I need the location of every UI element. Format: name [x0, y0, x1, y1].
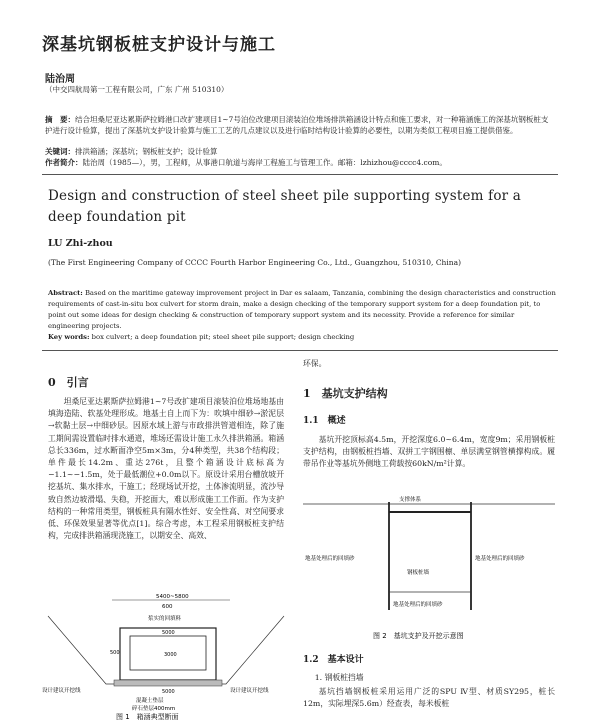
fig1-base-label: 混凝土垫层 [136, 698, 164, 704]
keywords-cn-text: 排洪箱涵；深基坑；钢板桩支护；设计验算 [75, 147, 218, 156]
fig1-trench-outline [48, 616, 284, 684]
fig1-base-slab [114, 680, 222, 686]
paper-title-en: Design and construction of steel sheet pile supporting system for a deep foundation pit [48, 188, 522, 225]
abstract-en-text: Based on the maritime gateway improvement project in Dar es salaam, Tanzania, combining the design characteristics and construction requirements of cast-in-situ box culvert for storm drain, make a design checking of the temporary support system for a deep foundation pit, to point out some ideas for design checking & construction of temporary support system and its necessity. Provide a reference for similar engineering projects. [48, 289, 556, 330]
divider-top [42, 174, 558, 175]
fig2-right-soil: 地基处理后的回填砂 [475, 556, 525, 562]
section-1-2-heading: 1.2 基本设计 [303, 655, 364, 665]
abstract-cn-text: 结合坦桑尼亚达累斯萨拉姆港口改扩建项目1~7号泊位改建项目滚装泊位堆场排洪箱涵设计特点和施工要求，对一种箱涵施工的深基坑钢板桩支护进行设计验算，提出了深基坑支护设计验算与施工工艺的几点建议以及进行临时结构设计验算的必要性，以期为类似工程项目施工提供借鉴。 [45, 115, 549, 135]
keywords-cn [45, 146, 218, 157]
fig1-left-pit-label: 设计建议开挖线 [42, 688, 81, 694]
section-1-2-item: 1. 钢板桩挡墙 [314, 673, 364, 682]
fig2-left-soil: 地基处理后的回填砂 [305, 556, 355, 562]
author-name-cn: 陆治周 [45, 74, 75, 85]
fig1-center-dim: 5000 [162, 630, 175, 636]
figure-1-box-culvert-section [40, 592, 292, 720]
section-1-heading: 1 基坑支护结构 [303, 387, 388, 400]
keywords-en-text: box culvert; a deep foundation pit; steel sheet pile support; design checking [91, 333, 355, 341]
author-info-text: 陆治周（1985—），男，工程师，从事港口航道与海岸工程施工与管理工作。邮箱：lzhizhou@cccc4.com。 [82, 158, 447, 167]
abstract-cn-label: 摘 要： [45, 115, 75, 124]
affiliation-en: (The First Engineering Company of CCCC Fourth Harbor Engineering Co., Ltd., Guangzhou, 510310, China) [48, 258, 462, 267]
paper-title-cn: 深基坑钢板桩支护设计与施工 [42, 35, 276, 55]
section-1-1-heading: 1.1 概述 [303, 416, 346, 426]
section-1-2-paragraph: 基坑挡墙钢板桩采用运用广泛的SPU Ⅳ型、材质SY295，桩长12m，实际埋深5.6m）经查表，每米板桩 [303, 687, 555, 709]
divider-bottom [42, 350, 558, 351]
keywords-cn-label: 关键词： [45, 147, 75, 156]
author-info-label: 作者简介： [45, 158, 83, 167]
fig1-dim-top: 5400~5800 [156, 594, 189, 600]
keywords-en-label: Key words: [48, 333, 90, 341]
author-info [45, 157, 447, 168]
fig2-crown-label: 支撑体系 [399, 497, 422, 503]
affiliation-cn: （中交四航局第一工程有限公司，广东 广州 510310） [45, 85, 229, 94]
figure-2-caption: 图 2 基坑支护及开挖示意图 [373, 632, 464, 640]
fig2-sheet-pile-label: 钢板桩墙 [407, 570, 430, 576]
fig1-inner-dim: 3000 [164, 652, 177, 658]
abstract-cn [45, 114, 555, 136]
fig2-bottom-label: 地基处理后的回填砂 [393, 602, 443, 608]
fig1-right-pit-label: 设计建议开挖线 [230, 688, 269, 694]
col2-continuation: 环保。 [303, 359, 327, 368]
fig1-left-dim: 500 [110, 650, 120, 656]
figure-1-caption: 图 1 箱涵典型断面 [116, 713, 179, 720]
fig1-bottom-dim: 5000 [162, 689, 175, 695]
section-0-paragraph: 坦桑尼亚达累斯萨拉姆港1~7号改扩建项目滚装泊位堆场地基由填海造陆、软基处理形成。地基土自上而下为：吹填中细砂→淤泥层→软黏土层→中细砂层。因原水域上游与市政排洪管道相连，除了施工期间需设置临时排水通道，堆场还需设计施工永久排洪箱涵。箱涵总长336m，过水断面净空5m×3m，分4种类型，共38个结构段；单件最长14.2m、重达276t，且整个箱涵设计底标高为−1.1~−1.5m，处于最低潮位+0.0m以下。原设计采用台槽放坡开挖基坑、集水排水，干施工；经现场试开挖，土体渗流明显，流沙导致自然边坡滑塌、失稳，开挖面大，难以形成施工工作面。作为支护结构的一种常用类型，钢板桩具有隔水性好、安全性高、对空间要求低、环保效果显著等优点[1]。综合考虑，本工程采用钢板桩支护结构，完成排洪箱涵现浇施工，以期安全、高效、 [48, 397, 284, 541]
section-1-1-paragraph: 基坑开挖顶标高4.5m，开挖深度6.0~6.4m，宽度9m；采用钢板桩支护结构，由钢板桩挡墙、双拼工字钢围檩、单层满堂钢管横撑构成。履带吊作业等基坑外侧地工荷载按60kN/m²计算。 [303, 435, 555, 469]
section-0-heading: 0 引言 [48, 376, 89, 389]
abstract-en [48, 288, 556, 332]
fig1-dim-sub: 600 [162, 604, 173, 610]
abstract-en-label: Abstract: [48, 289, 83, 297]
author-name-en: LU Zhi-zhou [48, 238, 113, 249]
fig1-cushion-label: 碎石垫层400mm [132, 706, 176, 712]
fig1-top-label: 浆实的回填料 [148, 616, 182, 622]
keywords-en [48, 333, 556, 341]
figure-2-pit-support [303, 494, 555, 644]
